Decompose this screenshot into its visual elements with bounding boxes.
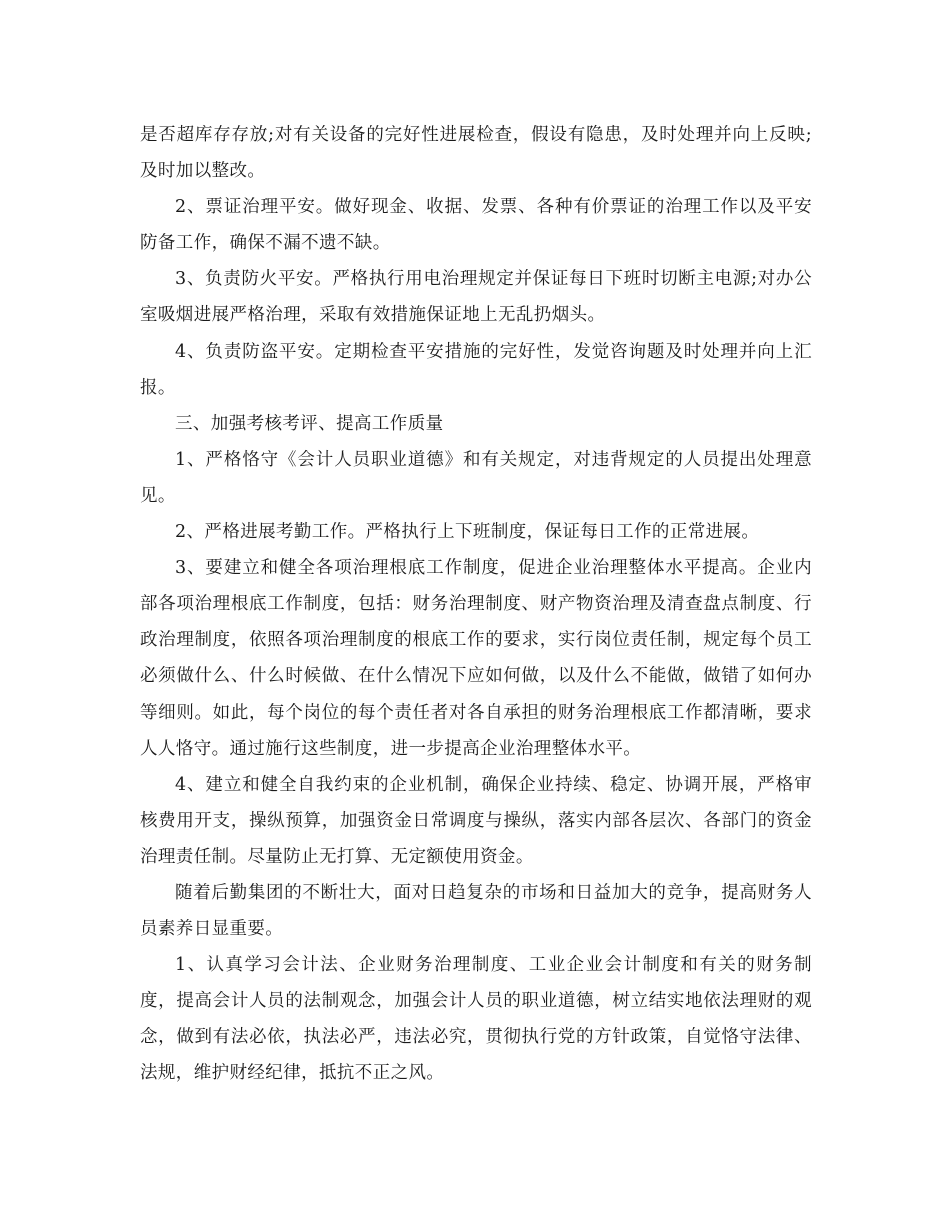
paragraph-management-system: 3、要建立和健全各项治理根底工作制度，促进企业治理整体水平提高。企业内部各项治理根底工作制度，包括：财务治理制度、财产物资治理及清查盘点制度、行政治理制度，依照各项治理制度的根底工作的要求，实行岗位责任制，规定每个员工必须做什么、什么时候做、在什么情况下应如何做，以及什么不能做，做错了如何办等细则。如此，每个岗位的每个责任者对各自承担的财务治理根底工作都清晰，要求人人恪守。通过施行这些制度，进一步提高企业治理整体水平。 bbox=[140, 558, 812, 759]
paragraph-self-discipline: 4、建立和健全自我约束的企业机制，确保企业持续、稳定、协调开展，严格审核费用开支，操纵预算，加强资金日常调度与操纵，落实内部各层次、各部门的资金治理责任制。尽量防止无打算、无定额使用资金。 bbox=[140, 774, 812, 867]
paragraph-study-law: 1、认真学习会计法、企业财务治理制度、工业企业会计制度和有关的财务制度，提高会计人员的法制观念，加强会计人员的职业道德，树立结实地依法理财的观念，做到有法必依，执法必严，违法必究，贯彻执行党的方针政策，自觉恪守法律、法规，维护财经纪律，抵抗不正之风。 bbox=[140, 955, 812, 1084]
paragraph-ticket-safety: 2、票证治理平安。做好现金、收据、发票、各种有价票证的治理工作以及平安防备工作，确保不漏不遗不缺。 bbox=[140, 197, 812, 254]
section-heading: 三、加强考核考评、提高工作质量 bbox=[175, 413, 444, 434]
paragraph-staff-quality: 随着后勤集团的不断壮大，面对日趋复杂的市场和日益加大的竞争，提高财务人员素养日显重要。 bbox=[140, 882, 812, 940]
paragraph-continuation: 是否超库存存放;对有关设备的完好性进展检查，假设有隐患，及时处理并向上反映;及时加以整改。 bbox=[140, 125, 812, 182]
paragraph-fire-safety: 3、负责防火平安。严格执行用电治理规定并保证每日下班时切断主电源;对办公室吸烟进展严格治理，采取有效措施保证地上无乱扔烟头。 bbox=[140, 269, 812, 326]
paragraph-attendance: 2、严格进展考勤工作。严格执行上下班制度，保证每日工作的正常进展。 bbox=[175, 522, 760, 543]
paragraph-ethics: 1、严格恪守《会计人员职业道德》和有关规定，对违背规定的人员提出处理意见。 bbox=[140, 449, 812, 506]
document-body bbox=[140, 117, 812, 1092]
paragraph-theft-safety: 4、负责防盗平安。定期检查平安措施的完好性，发觉咨询题及时处理并向上汇报。 bbox=[140, 341, 812, 398]
